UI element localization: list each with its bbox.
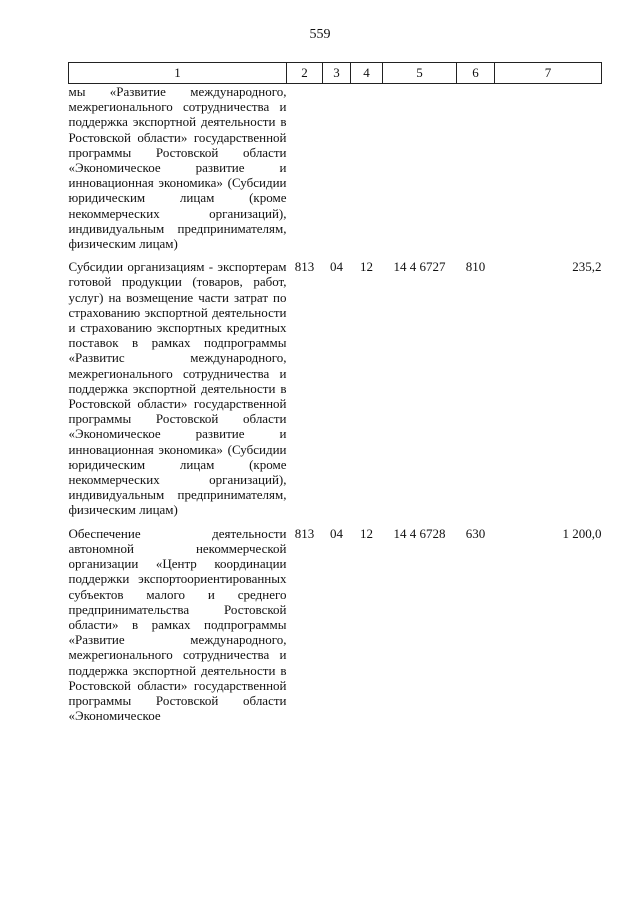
- cell-col7: 1 200,0: [562, 525, 602, 541]
- cell-col5: 14 4 6727: [393, 259, 446, 275]
- cell-col5: [383, 84, 457, 252]
- cell-col2: [287, 84, 323, 252]
- cell-col6: [457, 84, 495, 252]
- cell-col6: 810: [465, 259, 486, 275]
- row-description: Субсидии организациям - экспортерам готовой продукции (товаров, работ, услуг) на возмещение части затрат по страхованию экспортной деятельности и страхованию экспортных кредитных поставок в рамках подпрограммы «Развитис международного, межрегионального сотрудничества и поддержка экспортной деятельности в Ростовской области» государственной программы Ростовской области «Экономическое развитие и инновационная экономика» (Субсидии юридическим лицам (кроме некоммерческих организаций), индивидуальным предпринимателям, физическим лицам): [68, 259, 287, 518]
- table-row: [69, 84, 602, 252]
- cell-col7: [495, 84, 602, 252]
- cell-col2: 813: [294, 525, 315, 541]
- header-row: [69, 63, 602, 84]
- column-header-2: 2: [287, 63, 323, 84]
- cell-col4: [351, 84, 383, 252]
- cell-col4: 12: [360, 259, 373, 275]
- row-description: Обеспечение деятельности автономной некоммерческой организации «Центр координации поддержки экспортоориентированных субъектов малого и среднего предпринимательства Ростовской области» в рамках подпрограммы «Развитие международного, межрегионального сотрудничества и поддержка экспортной деятельности в Ростовской области» государственной программы Ростовской области «Экономическое: [68, 525, 287, 724]
- cell-col3: [323, 84, 351, 252]
- cell-col2: 813: [294, 259, 315, 275]
- cell-col6: 630: [465, 525, 486, 541]
- cell-col7: 235,2: [572, 259, 602, 275]
- row-description: мы «Развитие международного, межрегионального сотрудничества и поддержка экспортной деятельности в Ростовской области» государственной программы Ростовской области «Экономическое развитие и инновационная экономика» (Субсидии юридическим лицам (кроме некоммерческих организаций), индивидуальным предпринимателям, физическим лицам): [68, 84, 287, 252]
- cell-col3: 04: [330, 525, 343, 541]
- column-header-4: 4: [351, 63, 383, 84]
- column-header-5: 5: [383, 63, 457, 84]
- column-header-3: 3: [323, 63, 351, 84]
- page-number: 559: [309, 27, 331, 42]
- cell-col4: 12: [360, 525, 373, 541]
- table-row: [69, 518, 602, 724]
- column-header-6: 6: [457, 63, 495, 84]
- column-header-1: 1: [69, 63, 287, 84]
- budget-table: [68, 62, 602, 723]
- cell-col3: 04: [330, 259, 343, 275]
- table-row: [69, 251, 602, 517]
- cell-col5: 14 4 6728: [393, 525, 446, 541]
- column-header-7: 7: [495, 63, 602, 84]
